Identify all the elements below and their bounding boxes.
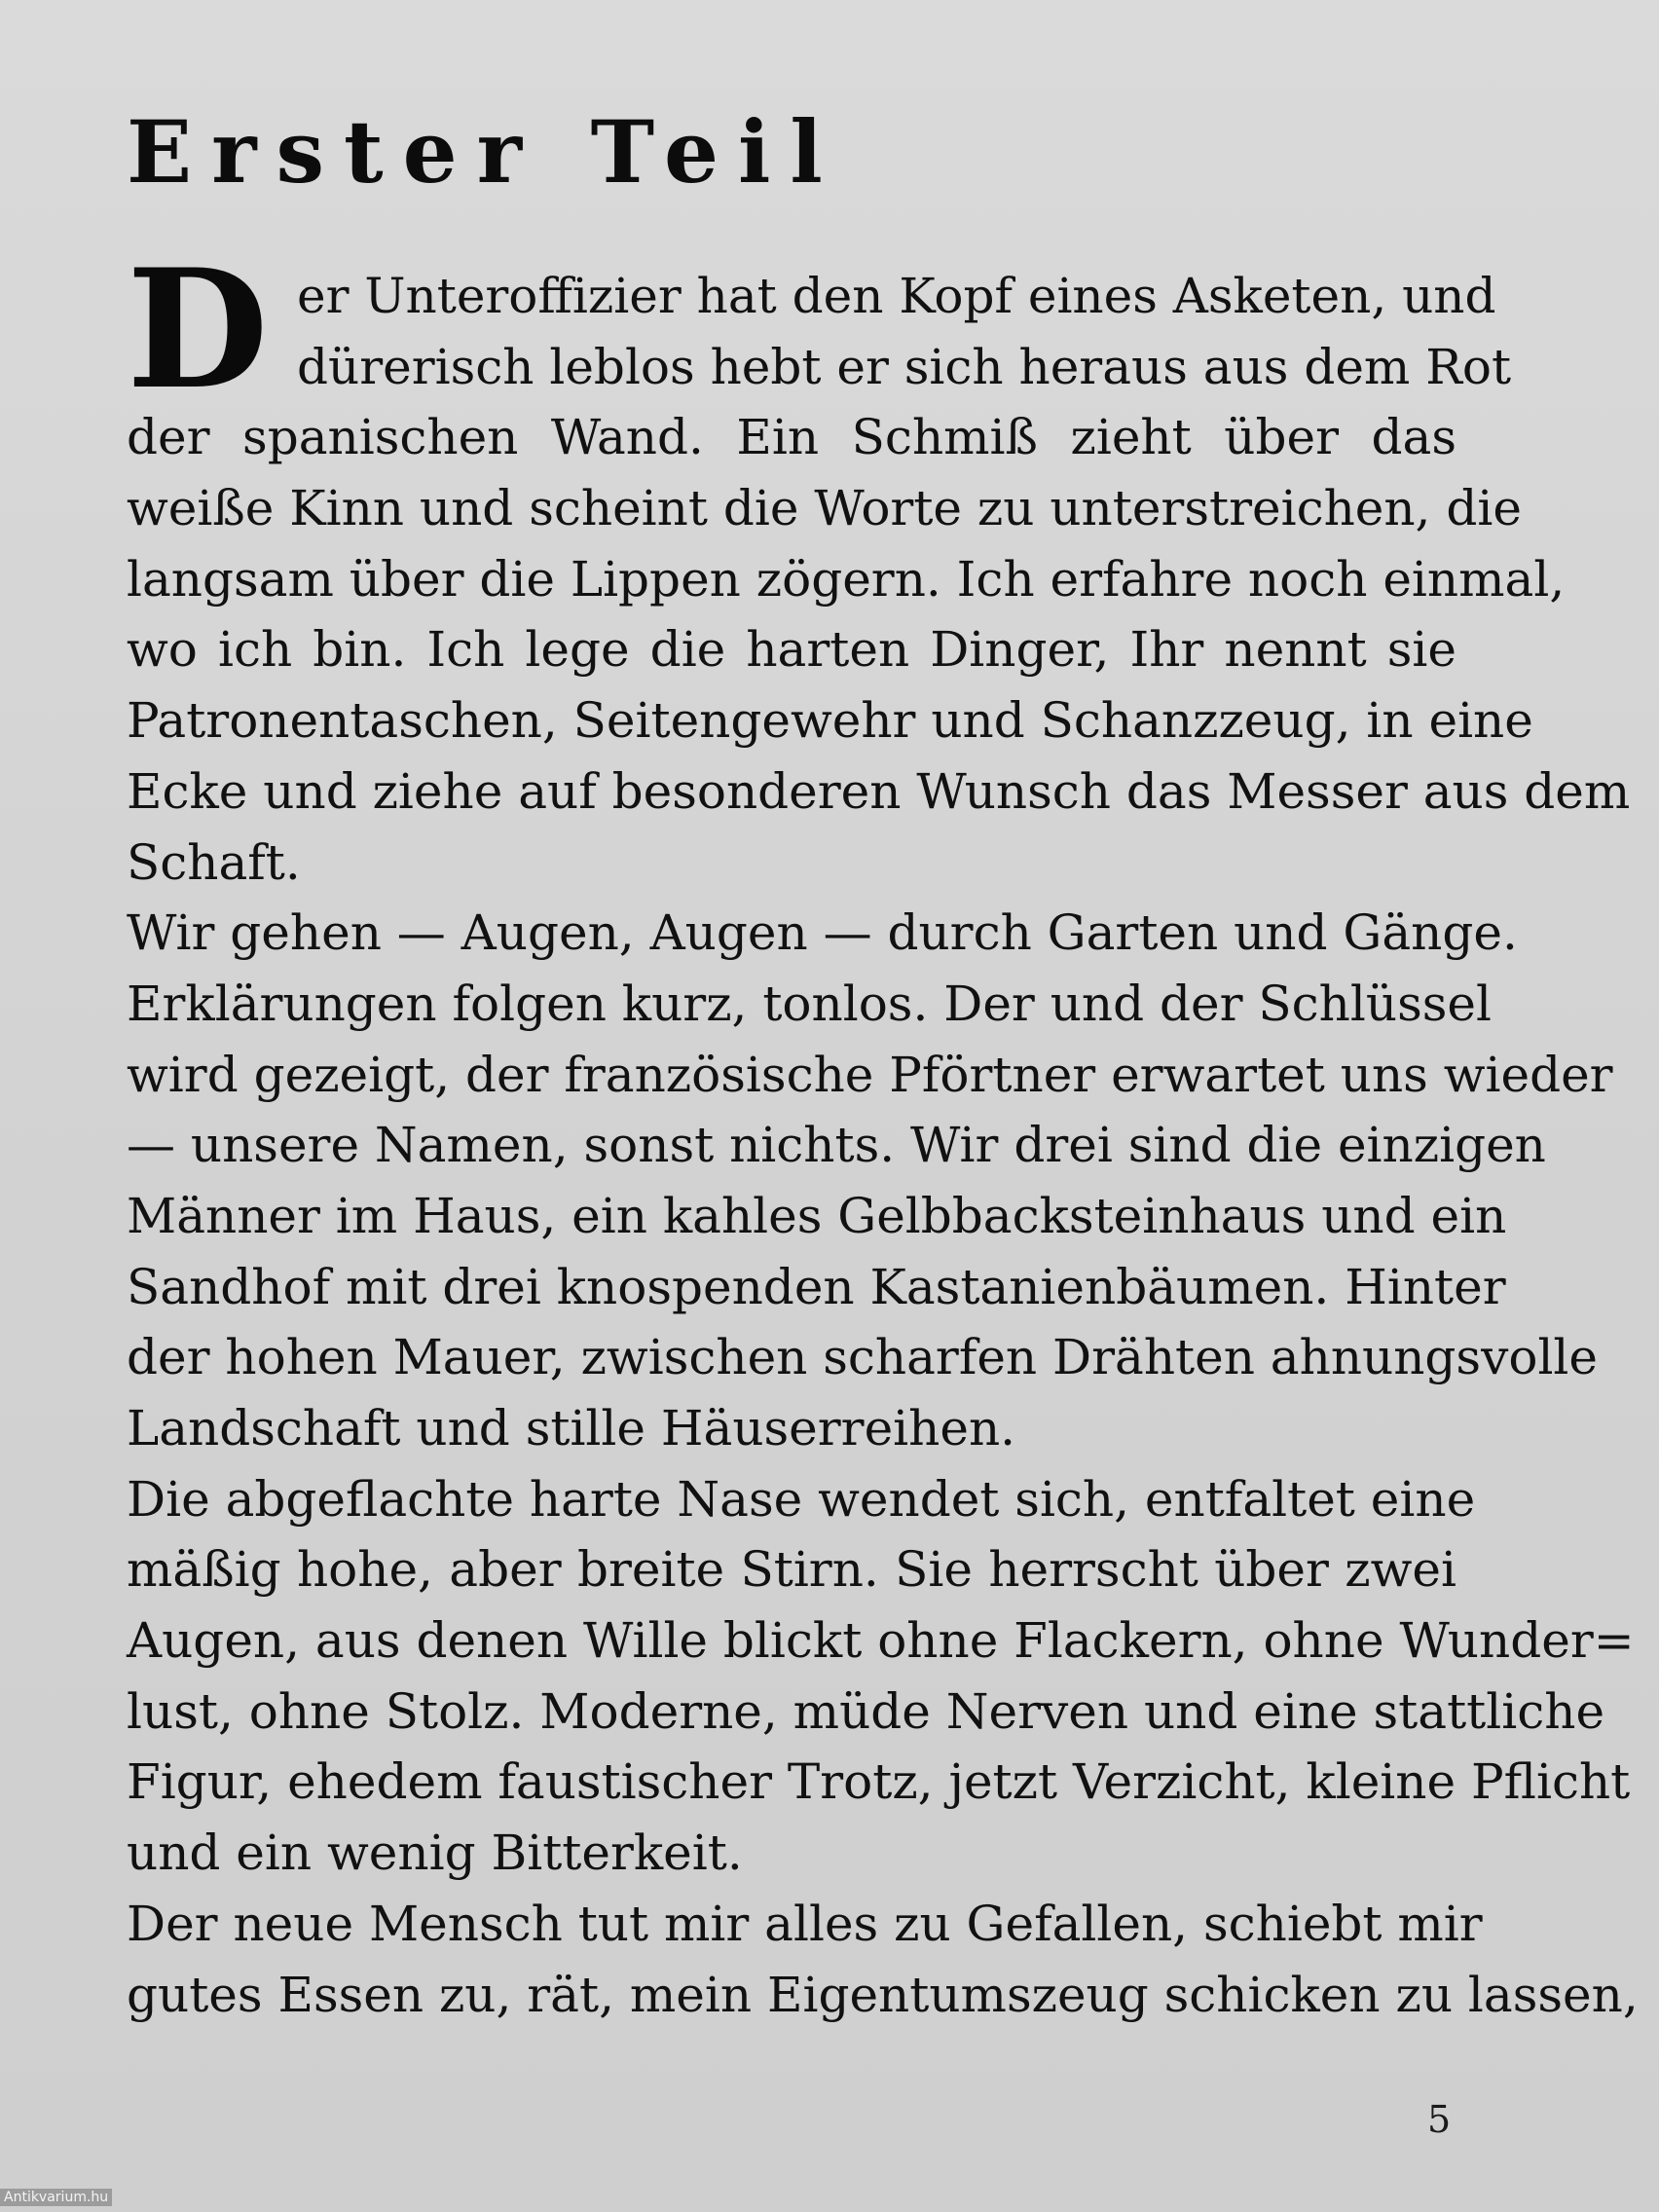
- text-line: Landschaft und stille Häuserreihen.: [127, 1400, 1016, 1456]
- text-line: der hohen Mauer, zwischen scharfen Drähten ahnungsvolle: [127, 1329, 1599, 1386]
- text-line: Die abgeflachte harte Nase wendet sich, entfaltet eine: [127, 1470, 1476, 1528]
- page-number: 5: [1427, 2098, 1452, 2141]
- chapter-heading: Erster Teil: [127, 101, 842, 203]
- text-line: Ecke und ziehe auf besonderen Wunsch das Messer aus dem: [127, 762, 1631, 820]
- text-line: wird gezeigt, der französische Pförtner erwartet uns wieder: [127, 1046, 1613, 1103]
- text-line: Männer im Haus, ein kahles Gelbbacksteinhaus und ein: [127, 1187, 1507, 1244]
- text-line: Patronentaschen, Seitengewehr und Schanzzeug, in eine: [127, 692, 1533, 750]
- text-line: der spanischen Wand. Ein Schmiß zieht über das: [127, 409, 1456, 466]
- text-line: langsam über die Lippen zögern. Ich erfahre noch einmal,: [127, 550, 1566, 608]
- text-line: Erklärungen folgen kurz, tonlos. Der und der Schlüssel: [127, 975, 1492, 1032]
- text-line: weiße Kinn und scheint die Worte zu unterstreichen, die: [127, 480, 1522, 537]
- text-line: Der neue Mensch tut mir alles zu Gefallen, schiebt mir: [127, 1895, 1483, 1952]
- text-line: Schaft.: [127, 833, 301, 891]
- text-line: dürerisch leblos hebt er sich heraus aus dem Rot: [297, 338, 1512, 395]
- text-line: wo ich bin. Ich lege die harten Dinger, Ihr nennt sie: [127, 621, 1456, 679]
- text-line: Augen, aus denen Wille blickt ohne Flackern, ohne Wunder=: [127, 1612, 1635, 1670]
- text-line: und ein wenig Bitterkeit.: [127, 1825, 743, 1882]
- text-line: mäßig hohe, aber breite Stirn. Sie herrscht über zwei: [127, 1541, 1456, 1599]
- text-line: lust, ohne Stolz. Moderne, müde Nerven und eine stattliche: [127, 1682, 1605, 1740]
- text-line: er Unteroffizier hat den Kopf eines Asketen, und: [297, 268, 1496, 324]
- watermark: Antikvarium.hu: [0, 2189, 112, 2206]
- text-line: Wir gehen — Augen, Augen — durch Garten und Gänge.: [127, 904, 1518, 962]
- text-line: Figur, ehedem faustischer Trotz, jetzt Verzicht, kleine Pflicht: [127, 1753, 1631, 1811]
- drop-cap: D: [127, 233, 269, 425]
- body-text: [127, 233, 1639, 2030]
- text-line: — unsere Namen, sonst nichts. Wir drei sind die einzigen: [127, 1117, 1546, 1174]
- text-line: Sandhof mit drei knospenden Kastanienbäumen. Hinter: [127, 1258, 1506, 1315]
- text-line: gutes Essen zu, rät, mein Eigentumszeug schicken zu lassen,: [127, 1966, 1639, 2023]
